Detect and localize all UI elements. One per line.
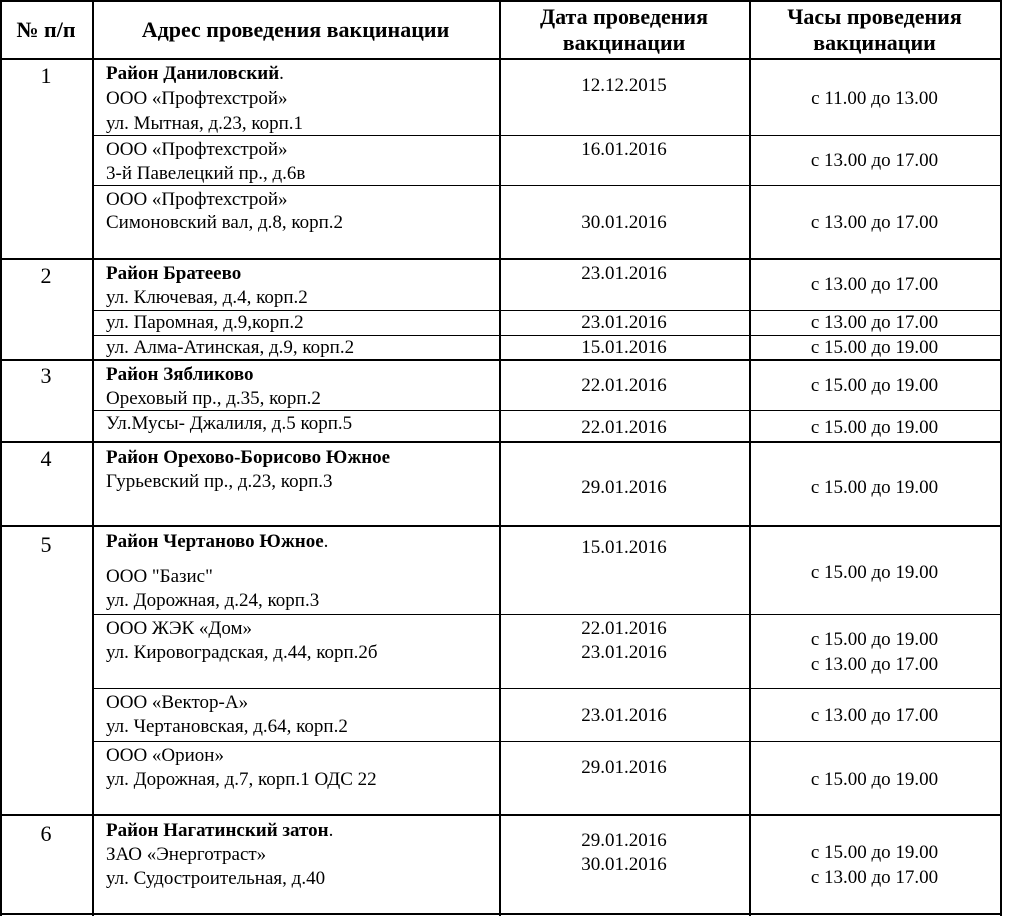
row-divider: [92, 410, 1001, 411]
org-name: ООО «Орион»: [106, 745, 224, 766]
vaccination-date: 29.01.2016: [581, 830, 667, 851]
vaccination-hours: с 15.00 до 19.00: [810, 337, 939, 358]
district-suffix: .: [323, 531, 329, 552]
vaccination-date: 16.01.2016: [581, 139, 667, 160]
row-number: 4: [40, 446, 52, 471]
org-name: ООО ЖЭК «Дом»: [106, 618, 253, 639]
vaccination-hours: с 13.00 до 17.00: [810, 212, 939, 233]
street-address: ул. Кировоградская, д.44, корп.2б: [106, 642, 378, 663]
row-divider: [92, 185, 1001, 186]
row-divider: [92, 741, 1001, 742]
vaccination-date: 23.01.2016: [581, 312, 667, 333]
vaccination-hours: с 13.00 до 17.00: [810, 312, 939, 333]
vaccination-hours: с 15.00 до 19.00: [810, 375, 939, 396]
row-divider: [92, 614, 1001, 615]
street-address: ул. Паромная, д.9,корп.2: [106, 312, 304, 333]
street-address: Симоновский вал, д.8, корп.2: [106, 212, 344, 233]
row-number: 3: [40, 363, 52, 388]
district-name: [106, 819, 333, 842]
street-address: ул. Мытная, д.23, корп.1: [106, 113, 304, 134]
vaccination-hours: с 11.00 до 13.00: [811, 88, 938, 109]
district-name: [106, 530, 328, 553]
vaccination-date-2: 30.01.2016: [581, 854, 667, 875]
header-divider: [0, 58, 1002, 60]
vaccination-hours-2: с 13.00 до 17.00: [810, 654, 939, 675]
row-number: 6: [40, 821, 52, 846]
vaccination-hours: с 13.00 до 17.00: [810, 274, 939, 295]
vaccination-hours: с 13.00 до 17.00: [810, 150, 939, 171]
vaccination-date: 22.01.2016: [581, 618, 667, 639]
vaccination-hours-2: с 13.00 до 17.00: [810, 867, 939, 888]
table-border-bottom: [0, 913, 1002, 915]
district-name: [106, 363, 254, 386]
street-address: Гурьевский пр., д.23, корп.3: [106, 471, 333, 492]
district-label: Район Чертаново Южное: [106, 531, 324, 552]
row-divider: [92, 688, 1001, 689]
row-divider: [92, 135, 1001, 136]
street-address: 3-й Павелецкий пр., д.6в: [106, 163, 306, 184]
district-suffix: .: [328, 820, 334, 841]
vaccination-date: 15.01.2016: [581, 537, 667, 558]
vaccination-date-2: 23.01.2016: [581, 642, 667, 663]
vaccination-date: 22.01.2016: [581, 417, 667, 438]
org-name: ЗАО «Энерготраст»: [106, 844, 267, 865]
row-number: 5: [40, 532, 52, 557]
table-border-top: [0, 0, 1002, 2]
row-number: 1: [40, 63, 52, 88]
district-name: [106, 62, 284, 85]
district-label: Район Братеево: [106, 263, 242, 284]
vaccination-date: 23.01.2016: [581, 263, 667, 284]
header-col-address: Адрес проведения вакцинации: [141, 17, 450, 42]
street-address: ул. Чертановская, д.64, корп.2: [106, 716, 348, 737]
vaccination-hours: с 15.00 до 19.00: [810, 769, 939, 790]
vaccination-hours: с 15.00 до 19.00: [810, 562, 939, 583]
org-name: ООО «Профтехстрой»: [106, 189, 288, 210]
vaccination-date: 30.01.2016: [581, 212, 667, 233]
vaccination-hours: с 15.00 до 19.00: [810, 417, 939, 438]
vaccination-date: 23.01.2016: [581, 705, 667, 726]
street-address: ул. Дорожная, д.7, корп.1 ОДС 22: [106, 769, 377, 790]
vaccination-date: 22.01.2016: [581, 375, 667, 396]
vaccination-hours: с 15.00 до 19.00: [810, 477, 939, 498]
vaccination-hours: с 15.00 до 19.00: [810, 629, 939, 650]
header-col-hours-line1: Часы проведения: [787, 4, 962, 29]
vaccination-date: 12.12.2015: [581, 75, 667, 96]
vaccination-date: 15.01.2016: [581, 337, 667, 358]
street-address: Ореховый пр., д.35, корп.2: [106, 388, 321, 409]
group-divider: [0, 441, 1002, 443]
street-address: Ул.Мусы- Джалиля, д.5 корп.5: [106, 413, 353, 434]
district-name: [106, 446, 390, 469]
header-col-date-line2: вакцинации: [562, 30, 686, 55]
group-divider: [0, 525, 1002, 527]
district-suffix: .: [279, 63, 284, 84]
header-col-number: № п/п: [16, 17, 76, 42]
district-label: Район Нагатинский затон: [106, 820, 329, 841]
group-divider: [0, 258, 1002, 260]
district-label: Район Орехово-Борисово Южное: [106, 447, 391, 468]
district-label: Район Даниловский: [106, 63, 280, 84]
street-address: ул. Судостроительная, д.40: [106, 868, 326, 889]
vaccination-hours: с 15.00 до 19.00: [810, 842, 939, 863]
column-divider: [92, 0, 94, 916]
row-number: 2: [40, 263, 52, 288]
header-col-hours-line2: вакцинации: [813, 30, 936, 55]
org-name: ООО «Вектор-А»: [106, 692, 249, 713]
vaccination-date: 29.01.2016: [581, 477, 667, 498]
street-address: ул. Дорожная, д.24, корп.3: [106, 590, 320, 611]
org-name: ООО «Профтехстрой»: [106, 88, 288, 109]
group-divider: [0, 814, 1002, 816]
vaccination-hours: с 13.00 до 17.00: [810, 705, 939, 726]
org-name: ООО "Базис": [106, 566, 213, 587]
table-border-right: [1000, 0, 1002, 916]
group-divider: [0, 359, 1002, 361]
header-col-date-line1: Дата проведения: [539, 4, 708, 29]
org-name: ООО «Профтехстрой»: [106, 139, 288, 160]
street-address: ул. Алма-Атинская, д.9, корп.2: [106, 337, 355, 358]
district-label: Район Зябликово: [106, 364, 254, 385]
vaccination-date: 29.01.2016: [581, 757, 667, 778]
district-name: [106, 262, 241, 285]
street-address: ул. Ключевая, д.4, корп.2: [106, 287, 308, 308]
